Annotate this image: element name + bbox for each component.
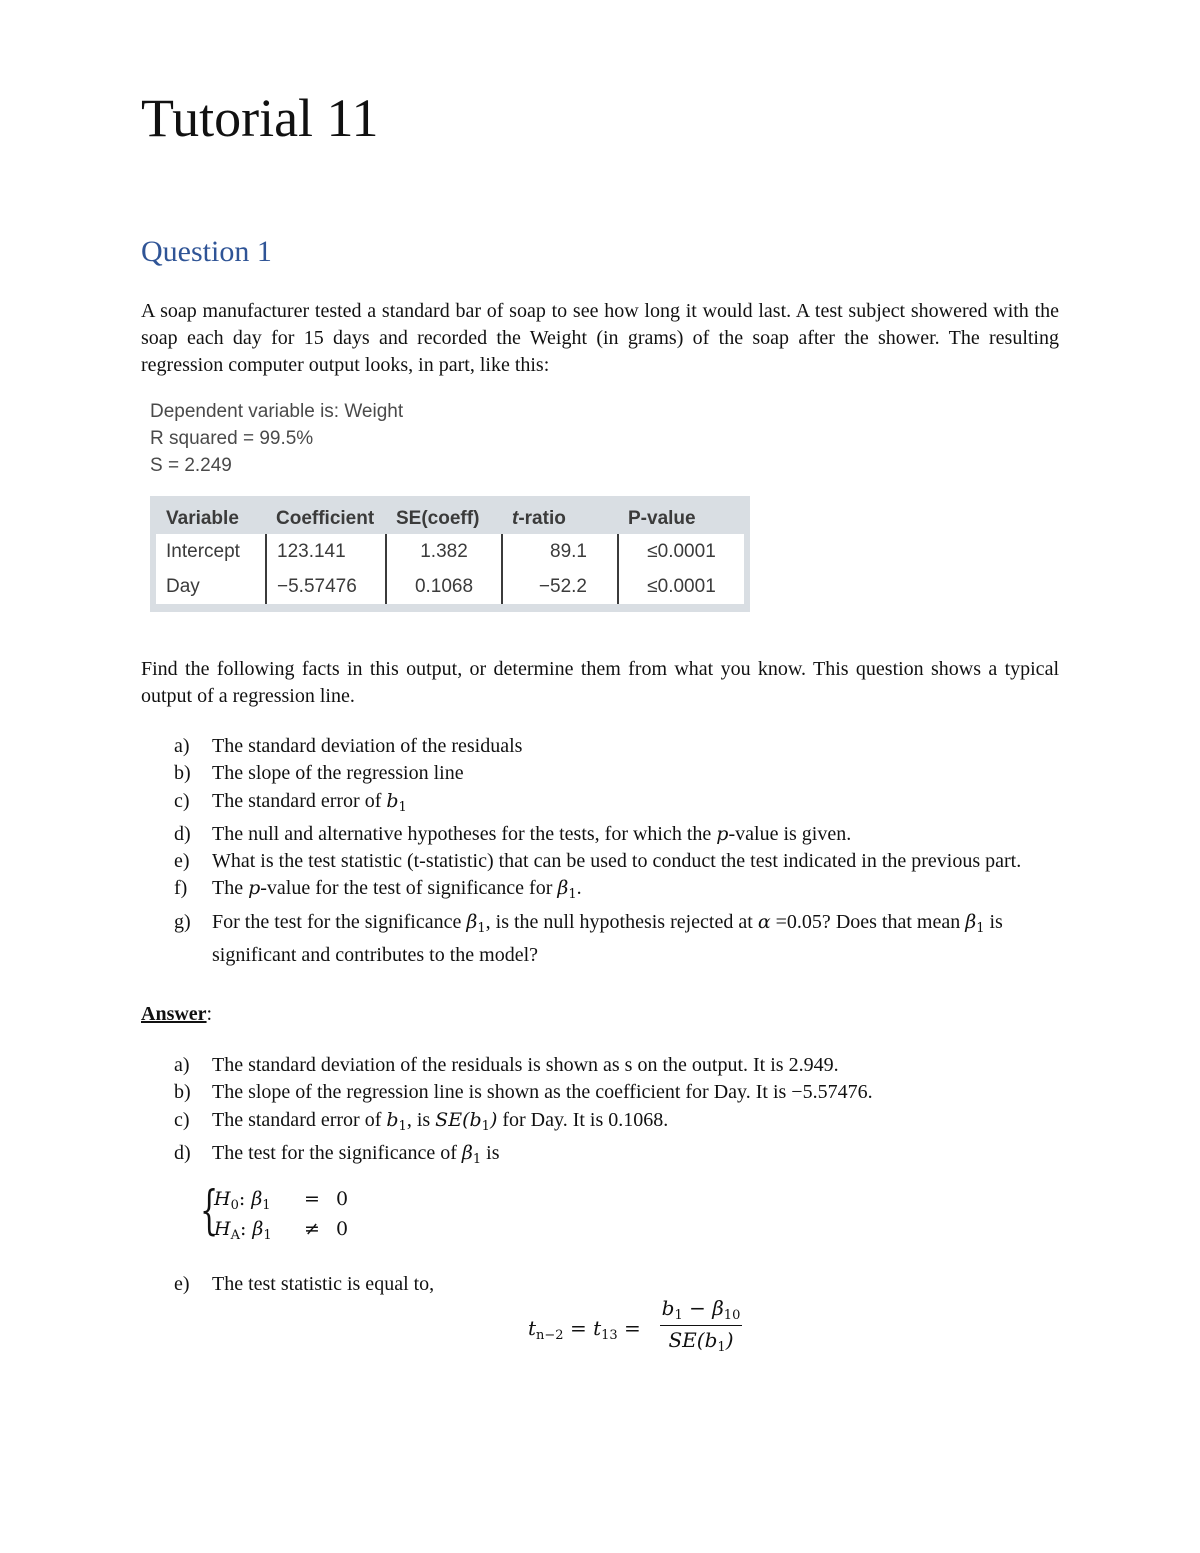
fraction [660,1296,742,1355]
math-subscript: 1 [568,887,577,903]
math-symbol: H [214,1218,231,1240]
math-symbol: β [461,1141,473,1164]
list-text: The standard error of [212,789,387,812]
list-text: The standard deviation of the residuals [212,735,523,757]
table-cell: 89.1 [502,534,618,569]
list-text: , is the null hypothesis rejected at [485,910,758,933]
list-marker: c) [174,1108,190,1131]
math-p: p [248,877,261,900]
list-item [174,733,1072,760]
table-cell: 0.1068 [386,569,502,604]
answer-label-text: Answer [141,1003,207,1025]
list-item [174,848,1072,875]
math-b1 [386,1108,407,1134]
math-symbol: b [386,1108,399,1131]
header-coefficient: Coefficient [276,508,375,529]
math-subscript: 1 [262,1198,271,1213]
list-marker: b) [174,1081,191,1104]
table-cell: −52.2 [502,569,618,604]
list-item [174,875,1072,908]
list-text: is [481,1141,500,1164]
list-marker: f) [174,877,188,900]
math-symbol: β [252,1218,264,1240]
list-text: , is [406,1108,436,1131]
math-symbol: SE [668,1328,697,1352]
math-beta1 [557,877,577,903]
math-value: 0 [336,1218,349,1240]
math-symbol: SE [435,1108,463,1131]
table-cell: ≤0.0001 [618,569,744,604]
math-subscript: 10 [723,1308,741,1323]
table-cell: 1.382 [386,534,502,569]
list-text: What is the test statistic (t-statistic) that can be used to conduct the test indicated in the previous part. [212,850,1022,873]
list-text: for Day. It is 0.1068. [497,1108,669,1131]
null-hypothesis [214,1188,349,1213]
math-colon: : [238,1188,246,1210]
math-subscript: 1 [674,1308,683,1323]
math-subscript: 1 [481,1118,490,1134]
dependent-variable-line: Dependent variable is: Weight [150,401,404,422]
math-subscript: 1 [717,1340,726,1355]
math-operator: ≠ [304,1218,320,1240]
math-se-b1: $SE(b_1)$ [435,1108,498,1134]
list-item [174,1079,1072,1106]
answer-list [174,1052,1072,1173]
list-item [174,788,1072,821]
list-item [174,760,1072,787]
intro-paragraph: A soap manufacturer tested a standard bar of soap to see how long it would last. A test subject showered with the soap each day for 15 days and recorded the Weight (in grams) of the soap after the shower. The resulting regression computer output looks, in part, like this: [141,300,1059,376]
math-symbol: b [469,1108,482,1131]
list-text: The null and alternative hypotheses for the tests, for which the [212,822,717,845]
list-marker: b) [174,762,191,785]
list-item [174,821,1072,848]
table-row [156,534,744,569]
math-subscript: 13 [601,1328,618,1343]
math-symbol: b [661,1296,675,1320]
table-cell: ≤0.0001 [618,534,744,569]
list-marker: e) [174,1273,190,1295]
list-text: The standard error of [212,1108,387,1131]
fraction-numerator [660,1296,742,1326]
math-symbol: b [386,789,399,812]
math-subscript: 1 [472,1151,482,1167]
math-colon: : [239,1218,247,1240]
list-text: The slope of the regression line [212,762,464,785]
find-paragraph: Find the following facts in this output, or determine them from what you know. This question shows a typical output of a regression line. [141,658,1059,707]
math-subscript: n−2 [536,1328,564,1343]
list-marker: a) [174,1054,190,1076]
document-title: Tutorial 11 [141,88,379,148]
left-brace: { [200,1181,219,1241]
math-symbol: β [965,910,977,933]
math-symbol: β [466,910,478,933]
math-symbol: H [214,1188,231,1210]
list-text: The [212,877,249,900]
math-subscript: 1 [477,920,486,936]
math-subscript: A [230,1228,240,1243]
table-row [156,569,744,604]
list-text: The test statistic is equal to, [212,1273,435,1295]
regression-output [150,398,752,597]
math-operator: − [689,1296,706,1320]
math-alpha: α [757,910,771,933]
header-t-ratio-t: t [512,508,519,529]
math-symbol: t [593,1316,602,1340]
table-cell: −5.57476 [266,569,386,604]
s-line: S = 2.249 [150,455,232,476]
list-marker: e) [174,850,190,873]
question-list [174,733,1072,969]
math-symbol: b [704,1328,718,1352]
list-text: For the test for the significance [212,910,467,933]
header-t-ratio [502,504,618,534]
list-text: The test for the significance of [212,1141,462,1164]
list-item [174,1107,1072,1140]
list-item [174,909,1072,970]
list-item [174,1052,1072,1079]
math-b1 [386,789,407,815]
list-text: . [576,877,582,900]
answer-label-colon: : [206,1003,213,1025]
math-subscript: 1 [398,799,407,815]
list-marker: d) [174,822,191,845]
alternative-hypothesis [214,1218,349,1243]
r-squared-line: R squared = 99.5% [150,428,314,449]
question-heading: Question 1 [141,235,272,268]
math-beta1 [466,910,486,936]
list-item [174,1140,1072,1173]
math-beta1 [461,1141,482,1167]
header-t-ratio-rest: -ratio [518,508,566,529]
list-text: is significant and contributes to the model? [212,910,1003,967]
list-marker: d) [174,1141,191,1164]
math-symbol: t [528,1316,537,1340]
table-cell: 123.141 [266,534,386,569]
list-marker: g) [174,910,191,933]
list-text: =0.05? Does that mean [770,910,966,933]
math-subscript: 1 [263,1228,272,1243]
list-text: The standard deviation of the residuals is shown as s on the output. It is 2.949. [212,1054,839,1076]
math-subscript: 1 [976,920,985,936]
math-subscript: 0 [230,1198,239,1213]
table-cell: Day [156,569,266,604]
math-operator: = [624,1316,641,1340]
answer-label [141,1001,212,1028]
math-operator: = [569,1316,587,1340]
header-p-value: P-value [628,508,696,529]
math-symbol: β [557,877,569,900]
list-marker: c) [174,789,190,812]
table-cell: Intercept [156,534,266,569]
math-operator: = [304,1188,320,1210]
fraction-denominator: $SE(b_1)$ [668,1328,734,1355]
list-text: -value for the test of significance for [260,877,558,900]
header-variable: Variable [166,508,239,529]
math-value: 0 [336,1188,349,1210]
list-marker: a) [174,735,190,757]
header-se-coeff: SE(coeff) [396,508,480,529]
table-header-row [156,504,744,534]
math-symbol: β [251,1188,263,1210]
math-p: p [716,822,729,845]
regression-table [150,496,750,612]
list-text: The slope of the regression line is shown as the coefficient for Day. It is −5.57476. [212,1081,873,1104]
math-beta1 [965,910,985,936]
list-text: -value is given. [728,822,852,845]
math-symbol: β [712,1296,724,1320]
math-subscript: 1 [398,1118,407,1134]
formula-lhs [528,1316,641,1343]
